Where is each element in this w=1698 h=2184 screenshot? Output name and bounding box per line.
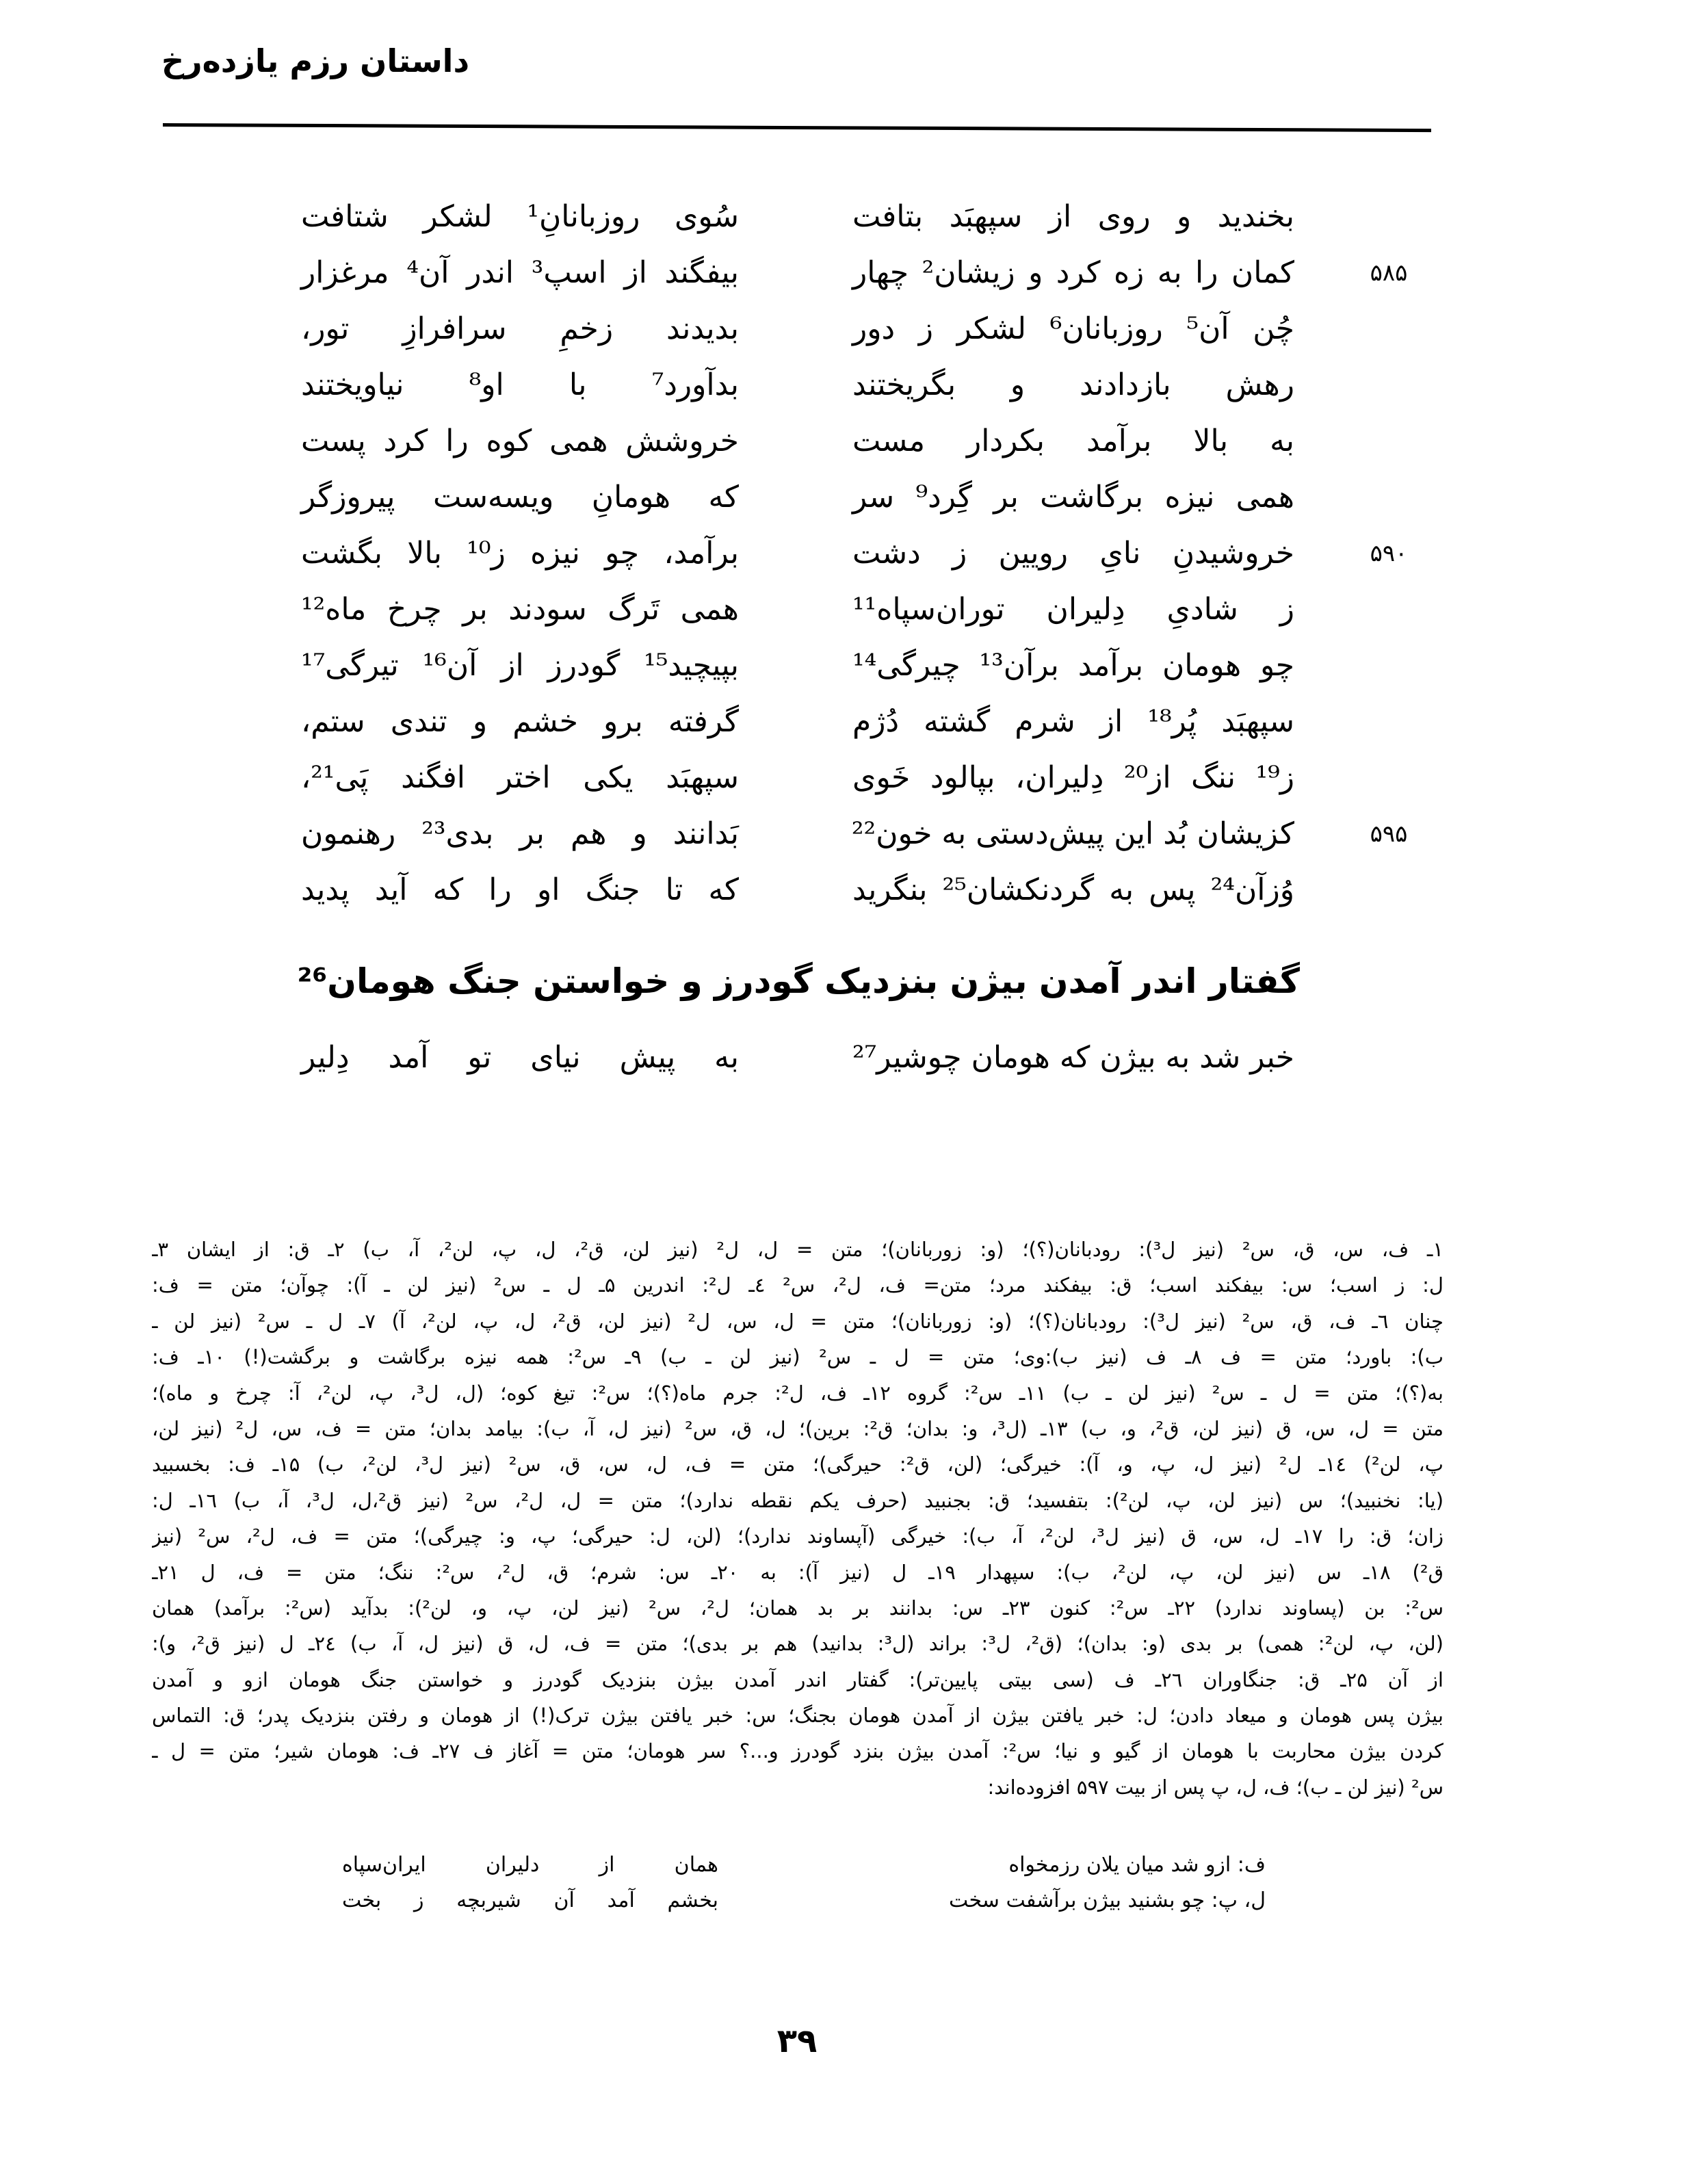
second-hemistich: گرفته برو خشم و تندی ستم،: [301, 704, 739, 739]
verse-number: [1358, 357, 1420, 413]
second-hemistich: که هومانِ ویسه‌ست پیروزگر: [301, 480, 739, 515]
second-hemistich: سپهبَد یکی اختر افگند پَی²¹،: [301, 760, 739, 795]
verse-number: [1358, 582, 1420, 638]
footnote-line: متن = ل، س، ق (نیز لن، ق²، و، ب) ۱۳ـ (ل³، و: بدان؛ ق²: برین)؛ ل، ق، س² (نیز ل، آ، ب): بیامد بدان؛ متن = ف، س، ل² (نیز لن،: [152, 1416, 1444, 1440]
header-rule: [163, 123, 1431, 132]
verse-row: [0, 301, 1698, 357]
second-hemistich: بپیچید¹⁵ گودرز از آن¹⁶ تیرگی¹⁷: [301, 648, 739, 683]
first-hemistich: ز¹⁹ ننگ از²⁰ دِلیران، بپالود خَوی: [852, 760, 1294, 795]
verse-number: [1358, 862, 1420, 918]
section-heading: گفتار اندر آمدن بیژن بنزدیک گودرز و خواستن جنگ هومان²⁶: [297, 961, 1300, 1001]
second-hemistich: بَدانند و هم بر بدی²³ رهنمون: [301, 816, 739, 851]
running-head: داستان رزم یازده‌رخ: [161, 42, 470, 79]
footnote-line: به(؟)؛ متن = ل ـ س² (نیز لن ـ ب) ۱۱ـ س²: گروه ۱۲ـ ف، ل²: جرم ماه(؟)؛ س²: تیغ کوه؛ (ل، ل³، پ، لن²، آ: چرخ و ماه)؛: [152, 1381, 1444, 1405]
verse-number: [1358, 694, 1420, 750]
footnote-line: (یا: نخنبید)؛ س (نیز لن، پ، لن²): بتفسید؛ ق: بجنبید (حرف یکم نقطه ندارد)؛ متن = ل، ل²، س² (نیز ق²،ل، ل³، آ، ب) ۱٦ـ ل:: [152, 1488, 1444, 1512]
verse-row: [0, 694, 1698, 750]
second-hemistich: برآمد، چو نیزه ز¹⁰ بالا بگشت: [301, 536, 739, 571]
verse-number: ۵۹۰: [1370, 540, 1408, 567]
second-hemistich: که تا جنگ او را که آید پدید: [301, 872, 739, 907]
couplet-row: [0, 1847, 1698, 1883]
second-hemistich: بیفگند از اسپ³ اندر آن⁴ مرغزار: [301, 255, 739, 290]
first-hemistich: بخندید و روی از سپهبَد بتافت: [852, 199, 1294, 234]
verse-row: [0, 413, 1698, 469]
footnote-line: کردن بیژن محاربت با هومان از گیو و نیا؛ س²: آمدن بیژن بنزد گودرز و...؟ سر هومان؛ متن = آغاز ف ۲۷ـ ف: هومان شیر؛ متن = ل ـ: [152, 1739, 1444, 1763]
first-hemistich: سپهبَد پُر¹⁸ از شرم گشته دُژم: [852, 704, 1294, 739]
verse-row: [0, 806, 1698, 862]
verse-row: [0, 638, 1698, 694]
verse-number: [1358, 301, 1420, 357]
couplet-second-hemistich: بخشم آمد آن شیربچه ز بخت: [342, 1888, 718, 1912]
footnote-line: س² (نیز لن ـ ب)؛ ف، ل، پ پس از بیت ۵۹۷ افزوده‌اند:: [987, 1775, 1444, 1799]
footnote-line: زان؛ ق: را ۱۷ـ ل، س، ق (نیز ل³، لن²، آ، ب): خیرگی (آپساوند ندارد)؛ (لن، ل: حیرگی؛ پ، و: چیرگی)؛ متن = ف، ل²، س² (نیز: [152, 1524, 1444, 1548]
verse-number: [1358, 638, 1420, 694]
verse-row: [0, 469, 1698, 525]
verse-number: ۵۹۵: [1370, 820, 1408, 848]
first-hemistich: کزیشان بُد این پیش‌دستی به خون²²: [851, 816, 1294, 851]
verse-row: [0, 582, 1698, 638]
first-hemistich: چو هومان برآمد برآن¹³ چیرگی¹⁴: [852, 648, 1294, 683]
second-hemistich: همی تَرگ سودند بر چرخ ماه¹²: [301, 592, 739, 627]
footnote-line: چنان ٦ـ ف، ق، س² (نیز ل³): رودبانان(؟)؛ (و: زوربانان)؛ متن = ل، س، ل² (نیز لن، ق²، ل، پ، لن²، آ) ۷ـ ل ـ س² (نیز لن ـ: [152, 1309, 1444, 1333]
couplet-row: [0, 1883, 1698, 1919]
couplet-second-hemistich: همان از دلیران ایران‌سپاه: [342, 1853, 718, 1877]
second-hemistich: خروشش همی کوه را کرد پست: [301, 424, 739, 458]
first-hemistich: خبر شد به بیژن که هومان چوشیر²⁷: [852, 1040, 1294, 1075]
footnote-line: س²: بن (پساوند ندارد) ۲۲ـ س²: کنون ۲۳ـ س: بدانند بر بد همان؛ ل²، س² (نیز لن، پ، و، لن²): بدآید (س²: برآمد) همان: [152, 1596, 1444, 1620]
first-hemistich: رهش بازدادند و بگریختند: [852, 367, 1294, 402]
second-hemistich: به پیش نیای تو آمد دِلیر: [301, 1040, 739, 1075]
footnote-line: ل: ز اسب؛ س: بیفکند اسب؛ ق: بیفکند مرد؛ متن= ف، ل²، س² ٤ـ ل²: اندرین ۵ـ ل ـ س² (نیز لن ـ آ): چوآن؛ متن = ف:: [152, 1273, 1444, 1297]
verse-row: [0, 862, 1698, 918]
footnote-line: ب): باورد؛ متن = ف ۸ـ ف (نیز ب):وی؛ متن = ل ـ س² (نیز لن ـ ب) ۹ـ س²: همه نیزه برگاشت و برگشت(!) ۱۰ـ ف:: [152, 1345, 1444, 1369]
second-hemistich: بدآورد⁷ با او⁸ نیاویختند: [301, 367, 739, 402]
first-hemistich: همی نیزه برگاشت بر گِرد⁹ سر: [852, 480, 1294, 515]
verse-row: [0, 750, 1698, 806]
footnote-line: ۱ـ ف، س، ق، س² (نیز ل³): رودبانان(؟)؛ (و: زوربانان)؛ متن = ل، ل² (نیز لن، ق²، ل، پ، لن²، آ، ب) ۲ـ ق: از ایشان ۳ـ: [152, 1238, 1444, 1261]
couplet-first-hemistich: ف: ازو شد میان یلان رزمخواه: [1008, 1853, 1266, 1877]
footnotes: [152, 1232, 1444, 1805]
second-hemistich: بدیدند زخمِ سرافرازِ تور،: [301, 311, 739, 346]
first-hemistich: کمان را به زه کرد و زیشان² چهار: [852, 255, 1294, 290]
verse-row: [0, 245, 1698, 301]
verse-row: [0, 189, 1698, 245]
first-hemistich: ز شادیِ دِلیران توران‌سپاه¹¹: [852, 592, 1294, 627]
verse-number: [1358, 750, 1420, 806]
second-hemistich: سُوی روزبانانِ¹ لشکر شتافت: [301, 199, 739, 234]
page-number: ۳۹: [776, 2022, 818, 2060]
footnote-line: از آن ۲۵ـ ق: جنگاوران ۲٦ـ ف (سی بیتی پایین‌تر): گفتار اندر آمدن بیژن بنزدیک گودرز و خواستن جنگ هومان ازو و آمدن: [152, 1667, 1444, 1691]
verse-number: ۵۸۵: [1370, 259, 1408, 287]
footnote-line: ق²) ۱۸ـ س (نیز لن، پ، لن²، ب): سپهدار ۱۹ـ ل (نیز آ): به ۲۰ـ س: شرم؛ ق، ل²، س²: ننگ؛ متن = ف، ل ۲۱ـ: [152, 1560, 1444, 1584]
footnote-line: (لن، پ، لن²: همی) بر بدی (و: بدان)؛ (ق²، ل³: براند (ل³: بدانید) هم بر بدی)؛ متن = ف، ل، ق (نیز ل، آ، ب) ۲٤ـ ل (نیز ق²، و):: [152, 1632, 1444, 1656]
first-hemistich: چُن آن⁵ روزبانان⁶ لشکر ز دور: [852, 311, 1295, 346]
footnote-line: بیژن پس هومان و میعاد دادن؛ ل: خبر یافتن بیژن از آمدن هومان بجنگ؛ س: خبر یافتن بیژن ترک(!) از هومان و رفتن بنزدیک پدر؛ ق: التماس: [152, 1704, 1444, 1728]
footnote-line: پ، لن²) ۱٤ـ ل² (نیز ل، پ، و، آ): خیرگی؛ (لن، ق²: حیرگی)؛ متن = ف، ل، س، ق، س² (نیز ل³، لن²، ب) ۱۵ـ ف: بخسبید: [152, 1453, 1444, 1477]
first-hemistich: خروشیدنِ نایِ رویین ز دشت: [852, 536, 1294, 571]
first-hemistich: وُزآن²⁴ پس به گردنکشان²⁵ بنگرید: [852, 872, 1294, 907]
verse-number: [1358, 189, 1420, 245]
verse-row: [0, 525, 1698, 582]
verse-number: [1358, 413, 1420, 469]
couplet-first-hemistich: ل، پ: چو بشنید بیژن برآشفت سخت: [948, 1888, 1266, 1912]
verse-number: [1358, 469, 1420, 525]
verse-row: [0, 357, 1698, 413]
verse-row-after-heading: [0, 1030, 1698, 1086]
first-hemistich: به بالا برآمد بکردار مست: [852, 424, 1294, 458]
